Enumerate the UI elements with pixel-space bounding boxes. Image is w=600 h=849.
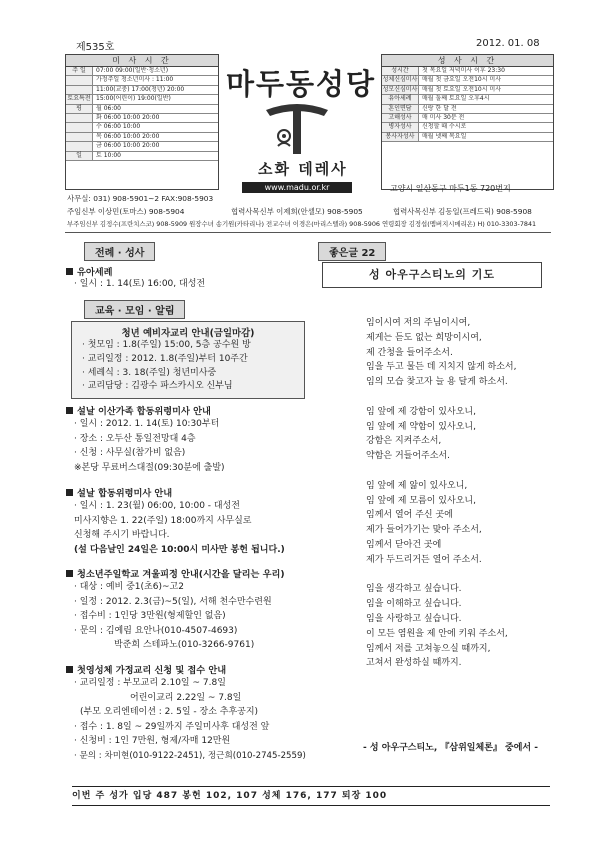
notice-line: (부모 오리엔테이션 : 2. 5일 - 장소 추후공지) bbox=[80, 707, 259, 718]
schedule-row bbox=[382, 76, 553, 85]
schedule-label: 봉사자성사 bbox=[382, 133, 419, 141]
schedule-value: 15:00(어린이) 19:00(일반) bbox=[96, 95, 171, 103]
notice-line: 미사지향은 1. 22(주일) 18:00까지 사무실로 bbox=[74, 515, 252, 526]
prayer-line: 임을 두고 물든 데 지치지 않게 하소서, bbox=[366, 362, 517, 373]
prayer-line: 임을 생각하고 싶습니다. bbox=[366, 584, 462, 595]
liturgy-section-header: 전례 · 성사 bbox=[84, 242, 155, 261]
schedule-label: 유아세례 bbox=[382, 95, 419, 103]
issue-number: 제535호 bbox=[76, 42, 115, 53]
schedule-row bbox=[66, 123, 218, 132]
assistant-priest2-contact: 협력사목신부 김동일(프레드릭) 908-5908 bbox=[393, 207, 532, 216]
schedule-label bbox=[66, 86, 93, 94]
prayer-line: 임 앞에 제 약함이 있사오니, bbox=[366, 421, 476, 432]
prayer-line: 제게는 듣도 없는 희망이시여, bbox=[366, 332, 482, 343]
bullet-icon bbox=[66, 570, 73, 577]
schedule-value: 화 06:00 10:00 20:00 bbox=[96, 114, 160, 122]
notice-line: 박준희 스테파노(010-3266-9761) bbox=[114, 640, 255, 651]
schedule-row bbox=[66, 67, 218, 76]
prayer-line: 임 앞에 제 모름이 있사오니, bbox=[366, 495, 476, 506]
prayer-title: 성 아우구스티노의 기도 bbox=[322, 262, 542, 288]
schedule-value: 수 06:00 10:00 bbox=[96, 123, 141, 131]
prayer-line: 제가 두드리거든 열어 주소서. bbox=[366, 554, 482, 565]
schedule-value: 첫 목요일 저녁미사 이후 23:30 bbox=[422, 67, 505, 74]
prayer-line: 임이시여 저의 주님이시여, bbox=[366, 318, 471, 328]
schedule-value: 금 06:00 10:00 20:00 bbox=[96, 142, 160, 150]
schedule-value: 07:00 09:00(일반·청소년) bbox=[96, 67, 169, 74]
schedule-row bbox=[66, 133, 218, 142]
prayer-text bbox=[366, 316, 516, 671]
notice-title: 설날 이산가족 합동위령미사 안내 bbox=[77, 406, 211, 417]
schedule-value: 신랑 한 달 전 bbox=[422, 104, 457, 112]
sacrament-times-title: 성 사 시 간 bbox=[382, 55, 553, 67]
website-url[interactable]: www.madu.or.kr bbox=[242, 182, 352, 193]
schedule-value: 매월 첫 토요일 오전10시 미사 bbox=[422, 85, 502, 93]
schedule-row bbox=[66, 86, 218, 95]
bullet-icon bbox=[66, 268, 73, 275]
prayer-line: 강함은 지켜주소서, bbox=[366, 436, 442, 447]
youth-catechism-line: · 첫모임 : 1.8(주일) 15:00, 5층 공수원 방 bbox=[82, 340, 251, 350]
prayer-line: 임께서 저를 고쳐놓으실 때까지, bbox=[366, 643, 491, 654]
bullet-icon bbox=[66, 666, 73, 673]
stanza-break bbox=[366, 464, 516, 479]
notice-memorial-mass-family bbox=[66, 403, 225, 475]
schedule-row bbox=[66, 105, 218, 114]
schedule-label: 평 bbox=[66, 105, 93, 113]
prayer-line: 임 앞에 제 강함이 있사오니, bbox=[366, 406, 476, 417]
notice-line: · 신청비 : 1인 7만원, 형제/자매 12만원 bbox=[74, 736, 231, 747]
notice-line: · 문의 : 김예림 요안나(010-4507-4693) bbox=[74, 625, 238, 636]
notice-line: 어린이교리 2.22일 ~ 7.8일 bbox=[130, 692, 242, 703]
schedule-row bbox=[382, 123, 553, 132]
prayer-line: 약함은 거들어주소서. bbox=[366, 451, 450, 462]
schedule-value: 가정주일 청소년미사 : 11:00 bbox=[96, 76, 174, 84]
youth-catechism-line: · 세례식 : 3. 18(주일) 청년미사중 bbox=[82, 367, 217, 378]
staff-contact: 부주임신부 김정수(프란치스코) 908-5909 원장수녀 송기원(카타리나) 전교수녀 이경은(마리스텔라) 908-5906 연령회장 김정섭(멤버지시메리온) H) 010-3303-7841 bbox=[67, 220, 537, 228]
schedule-row bbox=[382, 67, 553, 76]
schedule-label: 주 일 bbox=[66, 67, 93, 75]
notice-new-year-memorial bbox=[66, 485, 285, 557]
schedule-value: 매월 둘째 토요일 오후4시 bbox=[422, 95, 490, 103]
schedule-row bbox=[66, 152, 218, 161]
schedule-row bbox=[66, 76, 218, 85]
church-address: 고양시 일산동구 마두1동 720번지 bbox=[390, 184, 511, 193]
header-divider bbox=[65, 232, 551, 233]
prayer-line: 제가 들어가기는 맞아 주소서, bbox=[366, 525, 482, 536]
notice-line: · 문의 : 차미현(010-9122-2451), 정근희(010-2745-2559) bbox=[74, 750, 306, 761]
education-section-header: 교육 · 모임 · 알림 bbox=[84, 300, 185, 319]
schedule-label: 일 bbox=[66, 152, 93, 160]
mass-times-rows bbox=[66, 67, 218, 161]
schedule-label: 성체신심미사 bbox=[382, 76, 418, 84]
schedule-label bbox=[66, 123, 93, 131]
mass-times-title: 미 사 시 간 bbox=[66, 55, 218, 67]
schedule-value: 목 06:00 10:00 20:00 bbox=[96, 132, 160, 140]
notice-title: 설날 합동위령미사 안내 bbox=[77, 488, 173, 499]
sacrament-times-box bbox=[381, 54, 554, 190]
notice-heading bbox=[66, 566, 285, 580]
notice-line: (설 다음날인 24일은 10:00시 미사만 봉헌 됩니다.) bbox=[74, 544, 285, 555]
sacrament-times-rows bbox=[382, 67, 553, 142]
prayer-line: 임께서 열어 주신 곳에 bbox=[366, 510, 453, 521]
notice-line: · 대상 : 예비 중1(초6)~고2 bbox=[74, 582, 184, 592]
assistant-priest-contact: 협력사목신부 이제희(안셀모) 908-5905 bbox=[231, 207, 363, 216]
schedule-value: 매 미사 30분 전 bbox=[422, 114, 465, 122]
church-name: 마두동성당 bbox=[226, 67, 377, 101]
notice-heading bbox=[66, 485, 285, 499]
schedule-row bbox=[382, 86, 553, 95]
schedule-label bbox=[66, 133, 93, 141]
church-logo-icon bbox=[264, 100, 330, 158]
notice-heading bbox=[66, 403, 225, 417]
schedule-label: 혼인면담 bbox=[382, 105, 419, 113]
schedule-row bbox=[382, 105, 553, 114]
schedule-label bbox=[66, 114, 93, 122]
schedule-row bbox=[382, 133, 553, 142]
schedule-value: 11:00(교중) 17:00(청년) 20:00 bbox=[96, 85, 185, 93]
notice-line: · 접수비 : 1인당 3만원(형제할인 없음) bbox=[74, 611, 226, 622]
notice-line: ※본당 무료버스대절(09:30분에 출발) bbox=[74, 462, 225, 473]
notice-line: · 접수 : 1. 8일 ~ 29일까지 주일미사후 대성전 앞 bbox=[74, 721, 270, 732]
notice-heading bbox=[66, 662, 306, 676]
notice-title: 첫영성체 가정교리 신청 및 접수 안내 bbox=[77, 665, 227, 676]
prayer-line: 제 간청을 들어주소서. bbox=[366, 347, 453, 358]
infant-baptism-title: 유아세례 bbox=[77, 267, 113, 278]
schedule-label: 토요특전 bbox=[66, 95, 93, 103]
prayer-line: 고쳐서 완성하실 때까지. bbox=[366, 658, 462, 669]
schedule-value: 매월 첫 금요일 오전10시 미사 bbox=[422, 76, 502, 84]
notice-line: · 장소 : 오두산 통일전망대 4층 bbox=[74, 433, 196, 444]
prayer-source: - 성 아우구스티노, 『삼위일체론』 중에서 - bbox=[363, 743, 538, 753]
prayer-line: 임 앞에 제 앎이 있사오니, bbox=[366, 480, 468, 491]
notice-line: · 신청 : 사무실(참가비 없음) bbox=[74, 448, 186, 459]
prayer-line: 임께서 닫아건 곳에 bbox=[366, 539, 442, 550]
schedule-value: 월 06:00 bbox=[96, 104, 121, 112]
youth-catechism-title: 청년 예비자교리 안내(금일마감) bbox=[121, 328, 255, 339]
infant-baptism-heading bbox=[66, 264, 113, 278]
bullet-icon bbox=[66, 407, 73, 414]
schedule-value: 매월 넷째 목요일 bbox=[422, 132, 467, 140]
notice-first-communion bbox=[66, 662, 306, 764]
prayer-line: 임을 이해하고 싶습니다. bbox=[366, 599, 462, 610]
stanza-break bbox=[366, 390, 516, 405]
pastor-contact: 주임신부 이상민(토마스) 908-5904 bbox=[67, 207, 185, 216]
issue-date: 2012. 01. 08 bbox=[476, 38, 540, 49]
notice-line: · 교리일정 : 부모교리 2.10일 ~ 7.8일 bbox=[74, 678, 226, 688]
notice-line: 신청해 주시기 바랍니다. bbox=[74, 530, 170, 541]
schedule-value: 신청할 때 수시로 bbox=[422, 123, 467, 131]
prayer-line: 임을 사랑하고 싶습니다. bbox=[366, 613, 462, 624]
schedule-label bbox=[66, 142, 93, 150]
church-patron: 소화 데레사 bbox=[258, 160, 348, 178]
stanza-break bbox=[366, 568, 516, 583]
schedule-label bbox=[66, 76, 93, 84]
schedule-row bbox=[382, 95, 553, 104]
schedule-label: 성시간 bbox=[382, 67, 419, 75]
mass-times-box bbox=[65, 54, 219, 190]
youth-catechism-lines bbox=[72, 339, 304, 394]
youth-catechism-line: · 교리일정 : 2012. 1.8(주일)부터 10주간 bbox=[82, 353, 248, 364]
schedule-row bbox=[66, 114, 218, 123]
notice-line: · 일정 : 2012. 2.3(금)~5(일), 서해 천수만수련원 bbox=[74, 596, 272, 607]
schedule-row bbox=[66, 95, 218, 104]
office-contact: 사무실: 031) 908-5901~2 FAX:908-5903 bbox=[67, 194, 214, 203]
infant-baptism-detail: · 일시 : 1. 14(토) 16:00, 대성전 bbox=[74, 279, 206, 289]
schedule-row bbox=[66, 142, 218, 151]
prayer-line: 임의 모습 찾고자 늘 용 달게 하소서. bbox=[366, 377, 508, 388]
schedule-label: 고해성사 bbox=[382, 114, 419, 122]
notice-youth-retreat bbox=[66, 566, 285, 653]
schedule-value: 토 10:00 bbox=[96, 151, 121, 159]
schedule-label: 병자성사 bbox=[382, 123, 419, 131]
notice-title: 청소년주일학교 겨울피정 안내(시간을 달리는 우리) bbox=[77, 569, 285, 580]
bullet-icon bbox=[66, 489, 73, 496]
prayer-line: 이 모든 염원을 제 안에 키워 주소서, bbox=[366, 628, 508, 639]
notice-line: · 일시 : 2012. 1. 14(토) 10:30부터 bbox=[74, 419, 220, 429]
youth-catechism-line: · 교리담당 : 김광수 파스카시오 신부님 bbox=[82, 381, 233, 392]
schedule-label: 성모신심미사 bbox=[382, 85, 418, 93]
hymn-footer: 이번 주 성가 입당 487 봉헌 102, 107 성체 176, 177 퇴장 100 bbox=[72, 786, 550, 806]
youth-catechism-box bbox=[71, 321, 305, 399]
notice-line: · 일시 : 1. 23(월) 06:00, 10:00 - 대성전 bbox=[74, 501, 240, 511]
good-words-label: 좋은글 22 bbox=[318, 242, 386, 261]
